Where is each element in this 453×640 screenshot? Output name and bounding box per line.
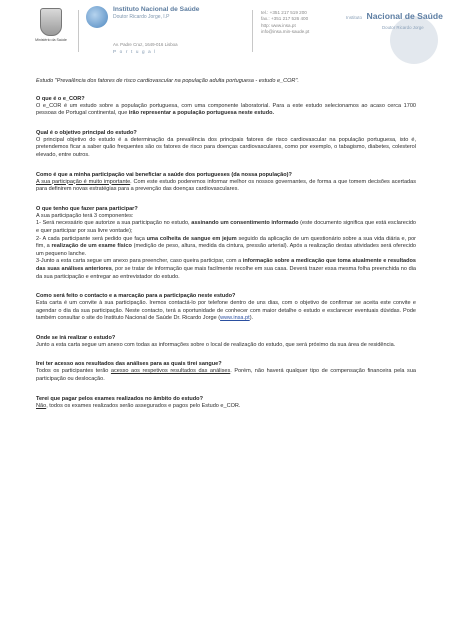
brand-small-text: Instituto [346,15,363,20]
question-what-is: O que é o e_COR? [36,95,85,102]
fax-number: fax.: +351 217 526 400 [261,16,309,22]
answer-objective: O principal objetivo do estudo é a determinação da prevalência dos principais fatores de risco cardiovascular na população portuguesa, isto é, pretendemos ficar a saber quão frequentes são os fatores de risco para doenças cardiovasculares, como por exemplo, o tabagismo, diabetes, colesterol elevado, entre outros. [36,136,416,158]
ministry-name: Ministério da Saúde [35,38,67,42]
brand-logo [346,4,446,64]
question-objective: Qual é o objetivo principal do estudo? [36,129,137,136]
coat-of-arms-icon [40,8,62,36]
question-contact: Como será feito o contacto e a marcação para a participação neste estudo? [36,293,236,300]
question-how-to-participate: O que tenho que fazer para participar? [36,205,138,212]
website-link[interactable]: http: www.insa.pt [261,22,296,28]
answer-what-is: O e_COR é um estudo sobre a população portuguesa, com uma componente laboratorial. Para a este estudo selecionamos ao acaso cerca 1700 pessoas de Portugal continental, que irão representar a população portuguesa neste estudo. [36,102,416,117]
email-link[interactable]: info@insa.min-saude.pt [261,29,310,35]
brand-subtitle: Doutor Ricardo Jorge [382,25,424,30]
institute-name: Instituto Nacional de Saúde [113,6,200,13]
question-location: Onde se irá realizar o estudo? [36,334,116,341]
institute-subtitle: Doutor Ricardo Jorge, I.P [113,14,170,20]
question-payment: Terei que pagar pelos exames realizados no âmbito do estudo? [36,395,203,402]
brand-name: Nacional de Saúde [366,11,443,21]
header-divider [78,10,79,52]
answer-location: Junto a esta carta segue um anexo com todas as informações sobre o local de realização do estudo, que será próximo da sua área de residência. [36,341,396,348]
answer-results: Todos os participantes terão acesso aos respetivos resultados das análises. Porém, não haverá qualquer tipo de compensação financeira pela sua participação ou deslocação. [36,368,416,383]
institute-country: Portugal [113,49,159,54]
participation-step-1: 1- Será necessário que autorize a sua participação no estudo, assinando um consentimento informado (este documento significa que está esclarecido e quer participar por sua livre vontade); [36,220,416,234]
answer-benefit: A sua participação é muito importante. Com este estudo poderemos informar melhor os nossos governantes, de forma a que tomem decisões acertadas para definirem novas estratégias para a prevenção das doenças cardiovasculares. [36,178,416,193]
participation-step-2: 2- A cada participante será pedido que faça uma colheita de sangue em jejum seguido da aplicação de um questionário sobre a sua vida diária e, por fim, a realização de um exame físico (medição de peso, altura, medida da cintura, pressão arterial). Após a realização destas atividades será oferecido um pequeno lanche. [36,235,417,257]
answer-contact: Esta carta é um convite à sua participação. Iremos contactá-lo por telefone dentro de uns dias, com o objetivo de confirmar se aceita este convite e agendar o dia da sua participação. Neste contacto, terá a oportunidade de conhecer com maior detalhe o estudo e esclarecer eventuais dúvidas. Pode também consultar o site do Instituto Nacional de Saúde Dr. Ricardo Jorge (www.insa.pt). [36,300,416,322]
participation-step-3: 3-Junto a esta carta segue um anexo para preencher, caso queira participar, com a informação sobre a medicação que toma atualmente e resultados das suas análises anteriores, por se tratar de informação que mais facilmente recolhe em sua casa. Deverá trazer essa mesma folha preenchida no dia da sua participação e entregar ao entrevistador do estudo. [36,258,416,280]
study-intro: Estudo "Prevalência dos fatores de risco cardiovascular na população adulta portuguesa - estudo e_COR". [36,78,299,84]
letter-body [36,78,416,421]
phone-number: tel.: +351 217 519 200 [261,10,307,15]
ministry-logo [33,8,69,42]
letterhead [0,0,453,70]
contact-block [261,10,309,36]
participation-components: A sua participação terá 3 componentes: [36,212,134,219]
institute-address: Av. Padre Cruz, 1649-016 Lisboa Portugal [113,42,178,54]
question-results: Irei ter acesso aos resultados das análises para as quais tirei sangue? [36,361,222,368]
answer-payment: Não, todos os exames realizados serão assegurados e pagos pelo Estudo e_COR. [36,402,241,409]
institute-logo-icon [86,6,108,28]
insa-website-link[interactable]: www.insa.pt [220,315,250,322]
question-benefit: Como é que a minha participação vai beneficiar a saúde dos portugueses (da nossa população)? [36,171,292,178]
header-divider [252,10,253,52]
